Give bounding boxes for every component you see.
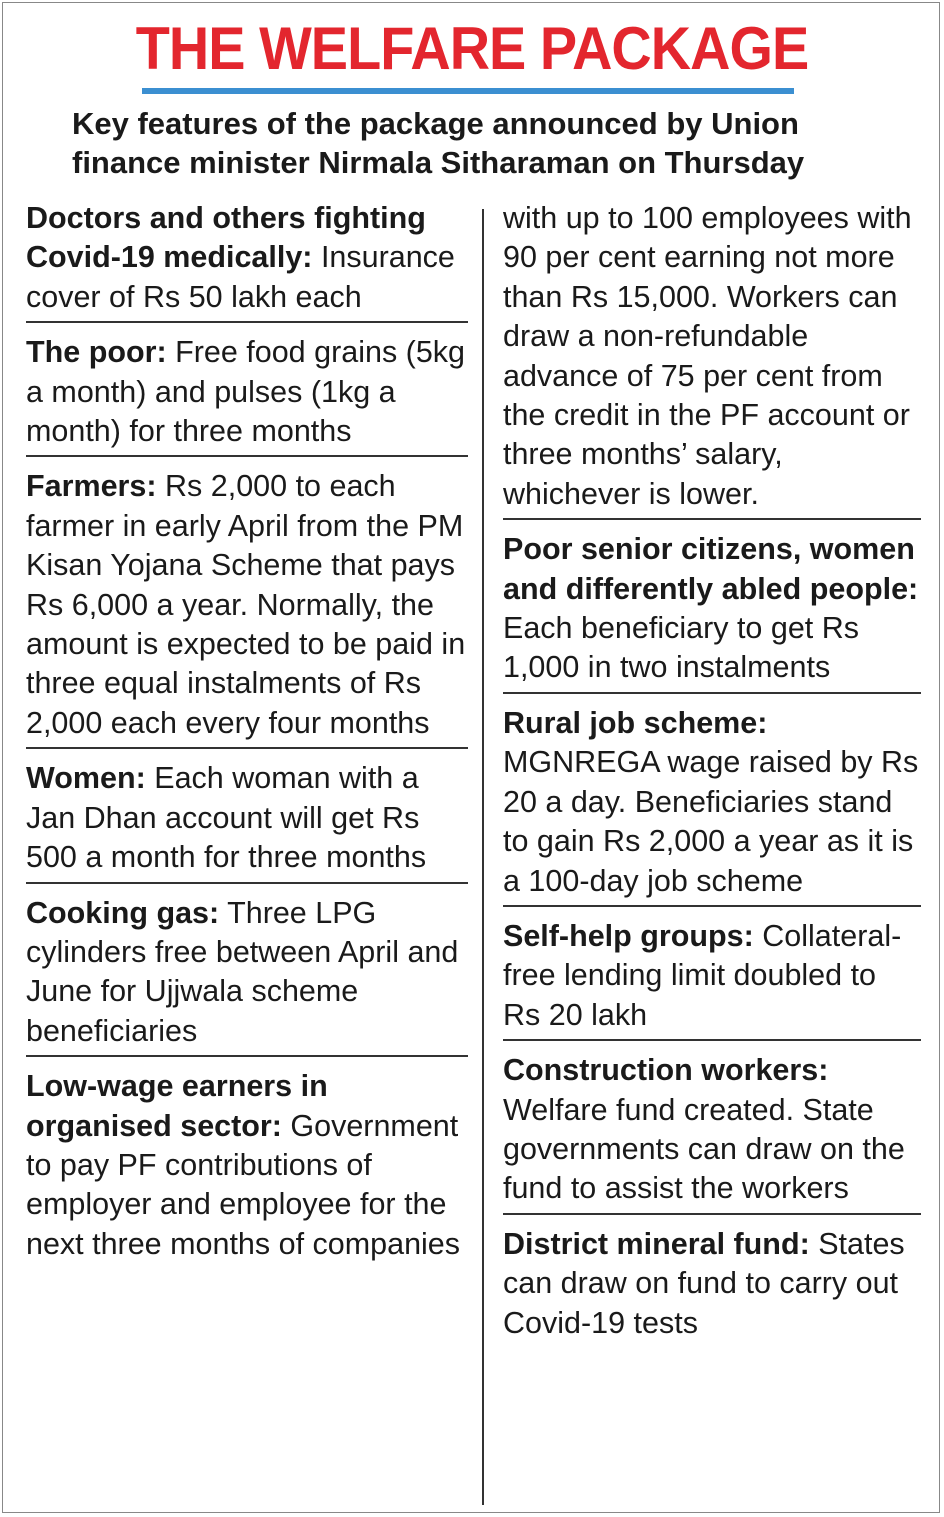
- item-district-mineral-fund: [503, 1225, 921, 1347]
- item-low-wage-earners: [26, 1067, 468, 1268]
- item-cooking-gas: [26, 894, 468, 1058]
- item-body: Each beneficiary to get Rs 1,000 in two instalments: [503, 611, 860, 685]
- item-body: Collateral-free lending limit doubled to Rs 20 lakh: [503, 918, 902, 1032]
- item-construction-workers: [503, 1051, 921, 1215]
- column-divider: [482, 209, 484, 1505]
- item-heading: Construction workers:: [503, 1053, 829, 1088]
- item-poor: [26, 333, 468, 457]
- item-heading: Doctors and others fighting Covid-19 medically:: [26, 201, 426, 275]
- item-women: [26, 759, 468, 883]
- item-farmers: [26, 467, 468, 749]
- left-column: [26, 199, 468, 1268]
- item-low-wage-continued: [503, 199, 921, 520]
- item-body: Rs 2,000 to each farmer in early April from the PM Kisan Yojana Scheme that pays Rs 6,000 a year. Normally, the amount is expected to be paid in three equal instalments of Rs 2,000 each every four months: [26, 469, 466, 740]
- item-body: with up to 100 employees with 90 per cent earning not more than Rs 15,000. Workers can draw a non-refundable advance of 75 per cent from the credit in the PF account or three months’ salary, whichever is lower.: [503, 201, 912, 511]
- item-heading: Self-help groups:: [503, 918, 754, 953]
- item-heading: Rural job scheme:: [503, 705, 768, 740]
- item-self-help-groups: [503, 917, 921, 1041]
- item-heading: The poor:: [26, 335, 167, 370]
- item-heading: Women:: [26, 761, 146, 796]
- item-heading: Cooking gas:: [26, 895, 220, 930]
- item-heading: Poor senior citizens, women and differently abled people:: [503, 532, 919, 606]
- item-body: Free food grains (5kg a month) and pulses (1kg a month) for three months: [26, 335, 465, 449]
- item-body: Each woman with a Jan Dhan account will get Rs 500 a month for three months: [26, 761, 427, 875]
- page-title: THE WELFARE PACKAGE: [135, 15, 809, 82]
- item-heading: District mineral fund:: [503, 1226, 810, 1261]
- title-underline: [142, 88, 794, 94]
- page-subtitle: Key features of the package announced by Union finance minister Nirmala Sitharaman on Thursday: [72, 106, 805, 180]
- item-senior-citizens: [503, 530, 921, 694]
- item-body: Insurance cover of Rs 50 lakh each: [26, 240, 455, 314]
- item-body: Government to pay PF contributions of employer and employee for the next three months of companies: [26, 1108, 461, 1261]
- item-body: States can draw on fund to carry out Covid-19 tests: [503, 1226, 905, 1340]
- item-doctors: [26, 199, 468, 323]
- right-column: [503, 199, 921, 1347]
- item-heading: Low-wage earners in organised sector:: [26, 1069, 328, 1143]
- item-body: Three LPG cylinders free between April and June for Ujjwala scheme beneficiaries: [26, 895, 459, 1048]
- item-body: Welfare fund created. State governments can draw on the fund to assist the workers: [503, 1092, 905, 1206]
- item-heading: Farmers:: [26, 469, 157, 504]
- item-rural-job-scheme: [503, 704, 921, 907]
- item-body: MGNREGA wage raised by Rs 20 a day. Beneficiaries stand to gain Rs 2,000 a year as it is a 100-day job scheme: [503, 745, 919, 898]
